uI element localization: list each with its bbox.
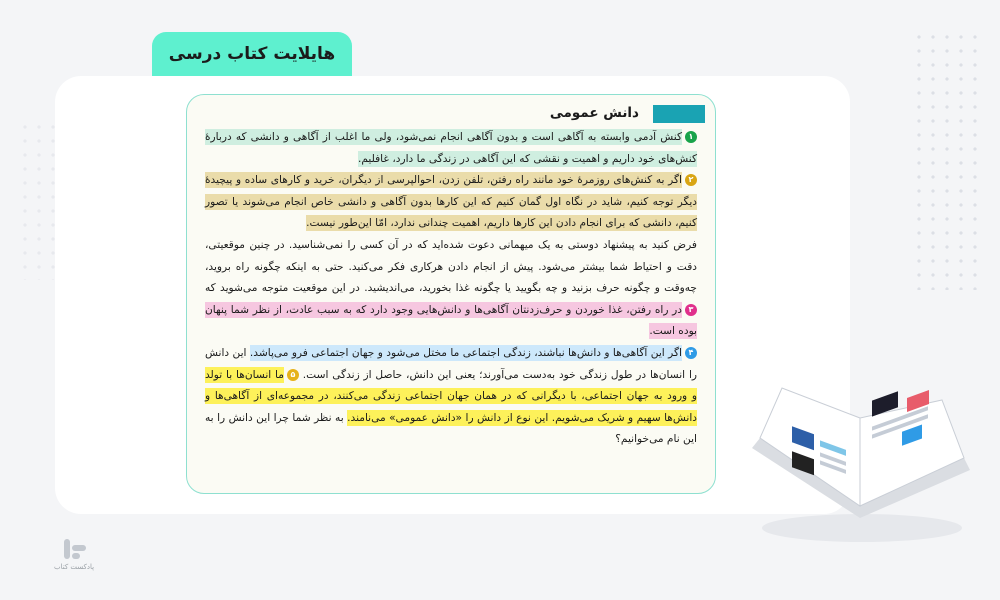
- number-badge-3: ۳: [685, 304, 697, 316]
- number-badge-5: ۵: [287, 369, 299, 381]
- brand-logo-text: پادکست کتاب: [54, 563, 95, 571]
- section-tab-label: هایلایت کتاب درسی: [152, 32, 352, 76]
- number-badge-1: ۱: [685, 131, 697, 143]
- doc-header: [205, 103, 697, 127]
- paragraph-4: [205, 343, 697, 451]
- highlight-pink: در راه رفتن، غذا خوردن و حرف‌زدنتان آگاهی‌ها و دانش‌هایی وجود دارد که به سبب عادت، از نظر شما پنهان بوده است.: [205, 303, 697, 338]
- number-badge-4: ۴: [685, 347, 697, 359]
- highlight-green: کنش آدمی وابسته به آگاهی است و بدون آگاهی انجام نمی‌شود، ولی ما اغلب از آگاهی و دانشی که دربارهٔ کنش‌های خود داریم و اهمیت و نقشی که این آگاهی در زندگی ما دارد، غافلیم.: [205, 131, 697, 165]
- textbook-page: [186, 94, 716, 494]
- highlight-tan: اگر به کنش‌های روزمرهٔ خود مانند راه رفتن، تلفن زدن، احوالپرسی از دیگران، خرید و کارهای ساده و پیچیدهٔ دیگر توجه کنیم، شاید در نگاه اول گمان کنیم که این کارها بدون آگاهی و دانشی خاص انجام می‌شوند یا تصور کنیم، دانشی که برای انجام دادن این کارها داریم، اهمیت چندانی ندارد، امّا این‌طور نیست.: [205, 174, 697, 230]
- plain-text: فرض کنید به پیشنهاد دوستی به یک میهمانی دعوت شده‌اید که در آن کسی را نمی‌شناسید. در چنین موقعیتی، دقت و احتیاط شما بیشتر می‌شود. پیش از انجام دادن هرکاری فکر می‌کنید. حتی به اینکه چگونه راه بروید، چه‌وقت و چگونه حرف بزنید و چه بگویید یا چگونه غذا بخورید، می‌اندیشید. در این موقعیت متوجه می‌شوید که: [205, 238, 697, 295]
- plain-text: به نظر شما چرا این دانش را به این نام می‌خوانیم؟: [205, 411, 697, 446]
- highlight-yellow: ما انسان‌ها با تولد و ورود به جهان اجتماعی، با دیگرانی که در همان جهان اجتماعی زندگی می‌کنند، در مجموعه‌ای از آگاهی‌ها و دانش‌ها سهیم و شریک می‌شویم. این نوع از دانش را «دانش عمومی» می‌نامند.: [205, 368, 698, 424]
- paragraph-2: [205, 170, 697, 235]
- title-accent-bar: [653, 105, 705, 123]
- paragraph-3: [205, 235, 697, 343]
- decorative-dots-right: [912, 30, 982, 290]
- plain-text: این دانش را انسان‌ها در طول زندگی خود به‌دست می‌آورند؛ یعنی این دانش، حاصل از زندگی است.: [205, 346, 697, 381]
- number-badge-2: ۲: [685, 174, 697, 186]
- doc-title: دانش عمومی: [549, 105, 639, 121]
- open-book-illustration: [742, 378, 978, 548]
- paragraph-1: [205, 127, 697, 170]
- highlight-blue: اگر این آگاهی‌ها و دانش‌ها نباشند، زندگی اجتماعی ما مختل می‌شود و جهان اجتماعی فرو می‌پاشد.: [249, 346, 682, 359]
